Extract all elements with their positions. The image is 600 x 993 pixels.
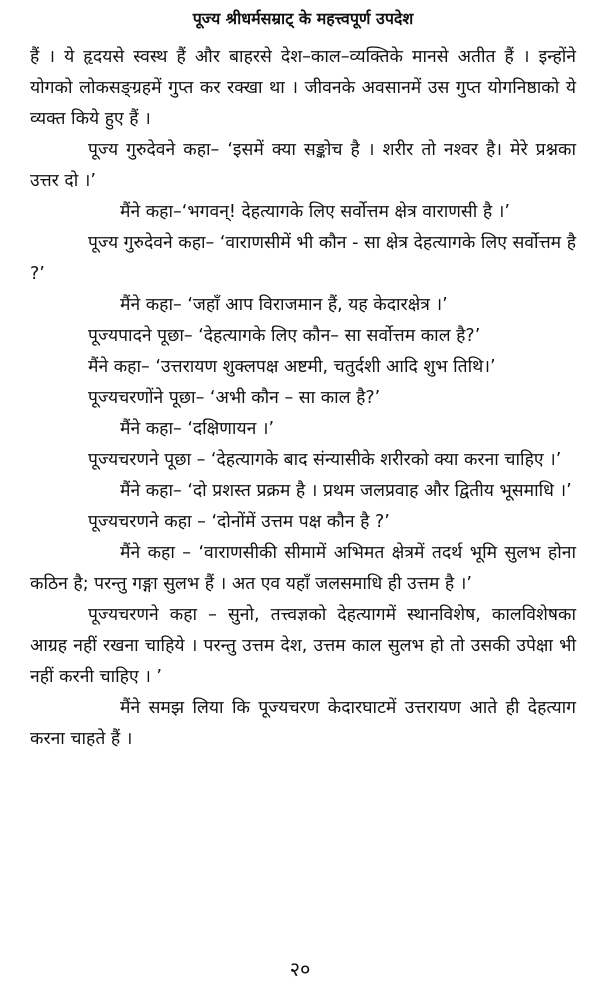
paragraph: मैंने कहा– ‘जहाँ आप विराजमान हैं, यह केदारक्षेत्र ।’ (120, 295, 448, 315)
paragraph: मैंने कहा– ‘दक्षिणायन ।’ (120, 419, 275, 439)
paragraph: मैंने कहा– ‘दो प्रशस्त प्रक्रम है । प्रथम जलप्रवाह और द्वितीय भूसमाधि ।’ (120, 481, 572, 501)
paragraph: मैंने कहा–‘भगवन्! देहत्यागके लिए सर्वोत्तम क्षेत्र वाराणसी है ।’ (120, 202, 510, 222)
paragraph: पूज्य गुरुदेवने कहा– ‘इसमें क्या सङ्कोच है । शरीर तो नश्वर है। मेरे प्रश्नका उत्तर दो ।’ (30, 140, 576, 191)
body-text (30, 42, 576, 755)
running-header: पूज्य श्रीधर्मसम्राट् के महत्त्वपूर्ण उपदेश (192, 9, 414, 28)
paragraph-continuation: हैं । ये हृदयसे स्वस्थ हैं और बाहरसे देश–काल–व्यक्तिके मानसे अतीत हैं । इन्होंने योगको लोकसङ्ग्रहमें गुप्त कर रक्खा था । जीवनके अवसानमें उस गुप्त योगनिष्ठाको ये व्यक्त किये हुए हैं । (30, 47, 576, 129)
paragraph: पूज्यचरणोंने पूछा– ‘अभी कौन – सा काल है?’ (88, 388, 381, 408)
paragraph: पूज्यचरणने कहा – ‘दोनोंमें उत्तम पक्ष कौन है ?’ (88, 512, 390, 532)
paragraph: पूज्यचरणने पूछा – ‘देहत्यागके बाद संन्यासीके शरीरको क्या करना चाहिए ।’ (88, 450, 562, 470)
page-number: २० (289, 957, 311, 981)
paragraph: पूज्यचरणने कहा – सुनो, तत्त्वज्ञको देहत्यागमें स्थानविशेष, कालविशेषका आग्रह नहीं रखना चाहिये । परन्तु उत्तम देश, उत्तम काल सुलभ हो तो उसकी उपेक्षा भी नहीं करनी चाहिए । ’ (30, 605, 576, 687)
paragraph: मैंने समझ लिया कि पूज्यचरण केदारघाटमें उत्तरायण आते ही देहत्याग करना चाहते हैं । (30, 698, 576, 749)
paragraph: पूज्यपादने पूछा– ‘देहत्यागके लिए कौन– सा सर्वोत्तम काल है?’ (88, 326, 481, 346)
paragraph: पूज्य गुरुदेवने कहा– ‘वाराणसीमें भी कौन - सा क्षेत्र देहत्यागके लिए सर्वोत्तम है ?’ (30, 233, 576, 284)
paragraph: मैंने कहा– ‘उत्तरायण शुक्लपक्ष अष्टमी, चतुर्दशी आदि शुभ तिथि।’ (88, 357, 496, 377)
paragraph: मैंने कहा – ‘वाराणसीकी सीमामें अभिमत क्षेत्रमें तदर्थ भूमि सुलभ होना कठिन है; परन्तु गङ्गा सुलभ हैं । अत एव यहाँ जलसमाधि ही उत्तम है ।’ (30, 543, 576, 594)
